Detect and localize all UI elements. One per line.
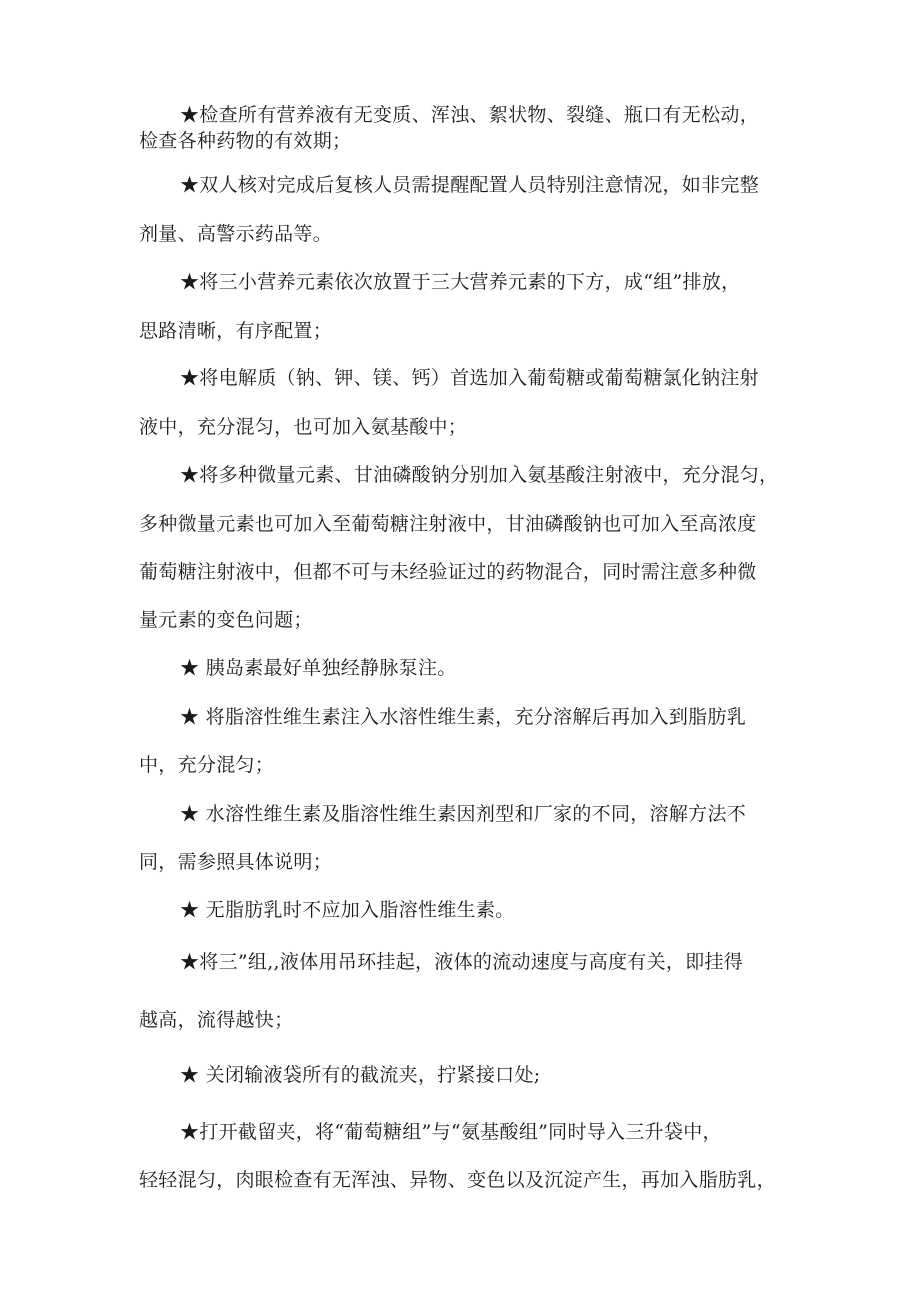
paragraph-10-line-1: ★将三”组,,液体用吊环挂起，液体的流动速度与高度有关，即挂得 bbox=[180, 951, 744, 973]
paragraph-4-line-2: 液中，充分混匀，也可加入氨基酸中； bbox=[139, 416, 468, 438]
paragraph-4-line-1: ★将电解质（钠、钾、镁、钙）首选加入葡萄糖或葡萄糖氯化钠注射 bbox=[180, 367, 760, 389]
paragraph-5-line-2: 多种微量元素也可加入至葡萄糖注射液中，甘油磷酸钠也可加入至高浓度 bbox=[139, 513, 757, 535]
paragraph-3-line-2: 思路清晰，有序配置； bbox=[139, 320, 333, 342]
paragraph-5-line-4: 量元素的变色问题； bbox=[139, 609, 313, 631]
paragraph-7-line-2: 中，充分混匀； bbox=[139, 754, 275, 776]
paragraph-3-line-1: ★将三小营养元素依次放置于三大营养元素的下方，成“组”排放， bbox=[180, 271, 741, 293]
paragraph-2-line-1: ★双人核对完成后复核人员需提醒配置人员特别注意情况，如非完整 bbox=[180, 174, 760, 196]
paragraph-5-line-1: ★将多种微量元素、甘油磷酸钠分别加入氨基酸注射液中，充分混匀， bbox=[180, 464, 779, 486]
paragraph-2-line-2: 剂量、高警示药品等。 bbox=[139, 223, 333, 245]
paragraph-8-line-1: ★ 水溶性维生素及脂溶性维生素因剂型和厂家的不同，溶解方法不 bbox=[180, 803, 747, 825]
paragraph-9-line-1: ★ 无脂肪乳时不应加入脂溶性维生素。 bbox=[180, 899, 515, 921]
paragraph-1-line-1: ★检查所有营养液有无变质、浑浊、絮状物、裂缝、瓶口有无松动， bbox=[180, 104, 760, 126]
paragraph-11-line-1: ★ 关闭输液袋所有的截流夹，拧紧接口处; bbox=[180, 1064, 541, 1086]
paragraph-12-line-1: ★打开截留夹，将“葡萄糖组”与“氨基酸组”同时导入三升袋中， bbox=[180, 1121, 722, 1143]
paragraph-1-line-2: 检查各种药物的有效期； bbox=[139, 130, 352, 152]
paragraph-7-line-1: ★ 将脂溶性维生素注入水溶性维生素，充分溶解后再加入到脂肪乳 bbox=[180, 706, 747, 728]
paragraph-10-line-2: 越高，流得越快； bbox=[139, 1009, 294, 1031]
paragraph-5-line-3: 葡萄糖注射液中，但都不可与未经验证过的药物混合，同时需注意多种微 bbox=[139, 561, 757, 583]
paragraph-8-line-2: 同，需参照具体说明； bbox=[139, 851, 333, 873]
paragraph-12-line-2: 轻轻混匀，肉眼检查有无浑浊、异物、变色以及沉淀产生，再加入脂肪乳， bbox=[139, 1169, 776, 1191]
paragraph-6-line-1: ★ 胰岛素最好单独经静脉泵注。 bbox=[180, 657, 457, 679]
